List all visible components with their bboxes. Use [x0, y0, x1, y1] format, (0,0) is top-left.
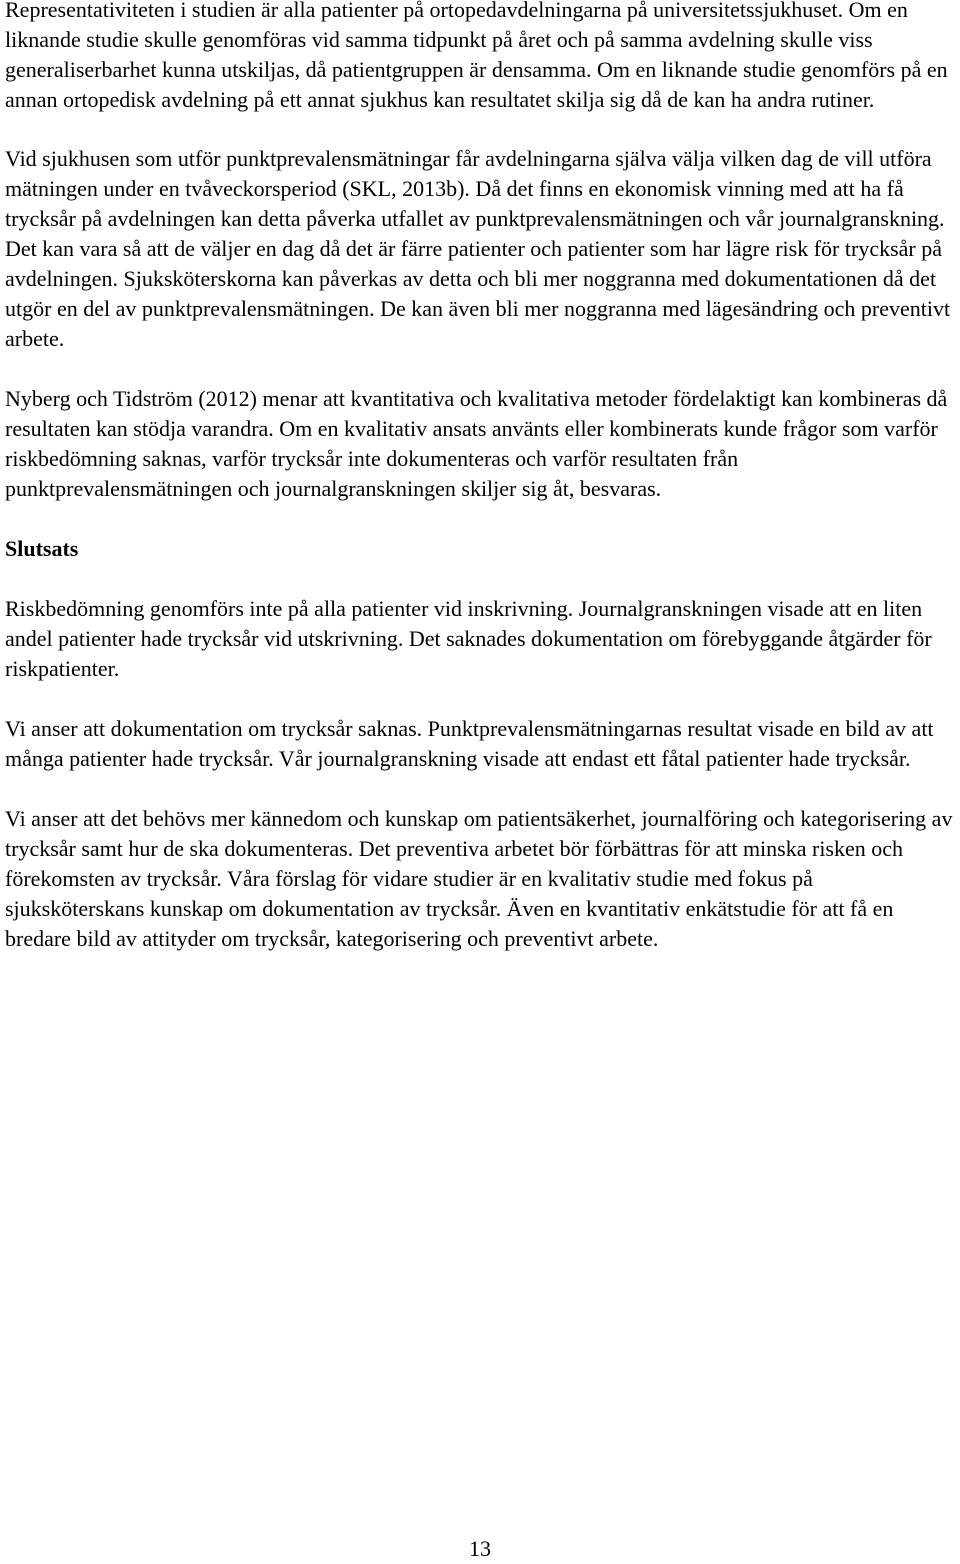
conclusion-paragraph-riskassessment: Riskbedömning genomförs inte på alla patienter vid inskrivning. Journalgranskningen visade att en liten andel patienter hade trycksår vid utskrivning. Det saknades dokumentation om förebyggande åtgärder för riskpatienter. [5, 596, 932, 681]
conclusion-paragraph-recommendations: Vi anser att det behövs mer kännedom och kunskap om patientsäkerhet, journalföring och kategorisering av trycksår samt hur de ska dokumenteras. Det preventiva arbetet bör förbättras för att minska risken och förekomsten av trycksår. Våra förslag för vidare studier är en kvalitativ studie med fokus på sjuksköterskans kunskap om dokumentation av trycksår. Även en kvantitativ enkätstudie för att få en bredare bild av attityder om trycksår, kategorisering och preventivt arbete. [5, 806, 953, 951]
paragraph-representativeness: Representativiteten i studien är alla patienter på ortopedavdelningarna på universitetssjukhuset. Om en liknande studie skulle genomföras vid samma tidpunkt på året och på samma avdelning skulle viss generaliserbarhet kunna utskiljas, då patientgruppen är densamma. Om en liknande studie genomförs på en annan ortopedisk avdelning på ett annat sjukhus kan resultatet skilja sig då de kan ha andra rutiner. [5, 0, 948, 112]
page-number: 13 [469, 1536, 491, 1561]
section-heading-conclusion: Slutsats [5, 536, 79, 561]
page-content [5, 0, 957, 984]
conclusion-paragraph-documentation: Vi anser att dokumentation om trycksår saknas. Punktprevalensmätningarnas resultat visade en bild av att många patienter hade trycksår. Vår journalgranskning visade att endast ett fåtal patienter hade trycksår. [5, 716, 934, 771]
paragraph-measurement-bias: Vid sjukhusen som utför punktprevalensmätningar får avdelningarna själva välja vilken dag de vill utföra mätningen under en tvåveckorsperiod (SKL, 2013b). Då det finns en ekonomisk vinning med att ha få trycksår på avdelningen kan detta påverka utfallet av punktprevalensmätningen och vår journalgranskning. Det kan vara så att de väljer en dag då det är färre patienter och patienter som har lägre risk för trycksår på avdelningen. Sjuksköterskorna kan påverkas av detta och bli mer noggranna med dokumentationen då det utgör en del av punktprevalensmätningen. De kan även bli mer noggranna med lägesändring och preventivt arbete. [5, 146, 951, 351]
paragraph-method-discussion: Nyberg och Tidström (2012) menar att kvantitativa och kvalitativa metoder fördelaktigt kan kombineras då resultaten kan stödja varandra. Om en kvalitativ ansats använts eller kombinerats kunde frågor som varför riskbedömning saknas, varför trycksår inte dokumenteras och varför resultaten från punktprevalensmätningen och journalgranskningen skiljer sig åt, besvaras. [5, 386, 948, 501]
